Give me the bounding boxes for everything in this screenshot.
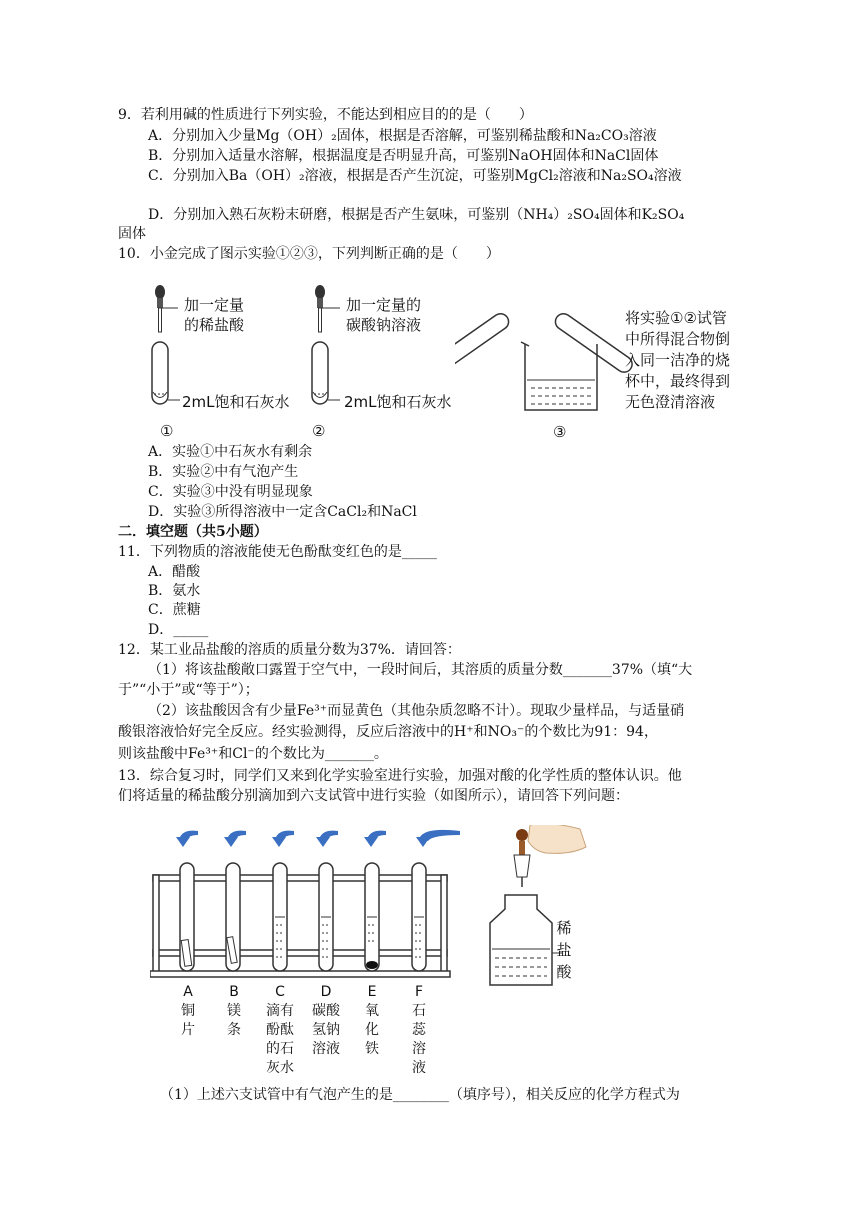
q12-part2-cont: 酸银溶液恰好完全反应。经实验测得，反应后溶液中的H⁺和NO₃⁻的个数比为91：94， [118, 724, 658, 740]
section-heading: 二．填空题（共5小题） [118, 524, 268, 540]
q11-option-a: A．醋酸 [148, 564, 201, 580]
fig1-number: ① [160, 422, 174, 440]
fig3-label-line3: 入同一洁净的烧 [625, 351, 731, 369]
q13-stem-line2: 们将适量的稀盐酸分别滴加到六支试管中进行实验（如图所示），请回答下列问题： [118, 788, 629, 804]
tube-c-label: C 滴有 酚酞 的石 灰水 [266, 984, 294, 1076]
q12-part1: （1）将该盐酸敞口露置于空气中，一段时间后，其溶质的质量分数_______37%（填“大 [148, 662, 693, 678]
q13-part1: （1）上述六支试管中有气泡产生的是________（填序号），相关反应的化学方程式为 [160, 1087, 680, 1103]
q9-option-b: B．分别加入适量水溶解，根据温度是否明显升高，可鉴别NaOH固体和NaCl固体 [148, 148, 659, 164]
q10-figure-3 [455, 262, 785, 442]
beaker-tubes-illustration [455, 262, 785, 442]
fig2-label-line2: 碳酸钠溶液 [346, 316, 422, 334]
tube-b-label: B 镁 条 [227, 984, 241, 1038]
q9-option-d: D．分别加入熟石灰粉末研磨，根据是否产生氨味，可鉴别（NH₄）₂SO₄固体和K₂SO₄ [148, 207, 685, 223]
q9-stem: 9．若利用碱的性质进行下列实验，不能达到相应目的的是（ ） [118, 107, 533, 123]
tube-a-label: A 铜 片 [181, 984, 195, 1038]
fig2-bottom-label: 2mL饱和石灰水 [344, 393, 452, 411]
q10-option-b: B．实验②中有气泡产生 [148, 464, 299, 480]
q13-stem-line1: 13．综合复习时，同学们又来到化学实验室进行实验，加强对酸的化学性质的整体认识。他 [118, 768, 682, 784]
fig3-label-line4: 杯中，最终得到 [625, 372, 731, 390]
q10-option-d: D．实验③所得溶液中一定含CaCl₂和NaCl [148, 504, 417, 520]
q10-option-c: C．实验③中没有明显现象 [148, 484, 313, 500]
tube-e-label: E 氧 化 铁 [365, 984, 379, 1057]
q11-stem: 11．下列物质的溶液能使无色酚酞变红色的是_____ [118, 544, 437, 560]
tube-labels [150, 983, 450, 1083]
q12-part2-cont2: 则该盐酸中Fe³⁺和Cl⁻的个数比为_______。 [118, 746, 388, 762]
fig3-label-line1: 将实验①②试管 [625, 309, 727, 327]
tube-d-label: D 碳酸 氢钠 溶液 [312, 984, 340, 1057]
q12-part1-cont: 于”“小于”或“等于”）； [118, 682, 259, 698]
q13-figure [150, 825, 590, 1085]
q11-option-b: B．氨水 [148, 583, 201, 599]
fig3-label-line2: 中所得混合物倒 [625, 330, 731, 348]
q10-stem: 10．小金完成了图示实验①②③，下列判断正确的是（ ） [118, 246, 500, 262]
q9-option-a: A．分别加入少量Mg（OH）₂固体，根据是否溶解，可鉴别稀盐酸和Na₂CO₃溶液 [148, 128, 657, 144]
bottle-label: 稀 盐 酸 [556, 919, 572, 981]
tube-f-label: F 石 蕊 溶 液 [412, 984, 426, 1076]
fig2-number: ② [312, 422, 326, 440]
q9-option-d-cont: 固体 [118, 226, 146, 242]
q10-option-a: A．实验①中石灰水有剩余 [148, 444, 313, 460]
q12-part2: （2）该盐酸因含有少量Fe³⁺而显黄色（其他杂质忽略不计）。现取少量样品，与适量硝 [148, 703, 685, 719]
q10-figure-1 [140, 270, 300, 440]
q12-stem: 12．某工业品盐酸的溶质的质量分数为37%．请回答： [118, 642, 461, 658]
fig3-number: ③ [553, 423, 567, 441]
q11-option-c: C．蔗糖 [148, 602, 201, 618]
fig3-label-line5: 无色澄清溶液 [625, 393, 716, 411]
q10-figure-2 [300, 270, 470, 440]
q9-option-c: C．分别加入Ba（OH）₂溶液，根据是否产生沉淀，可鉴别MgCl₂溶液和Na₂SO₄溶液 [148, 168, 682, 184]
q11-option-d: D．_____ [148, 622, 209, 638]
fig1-label-line1: 加一定量 [184, 296, 245, 314]
fig1-bottom-label: 2mL饱和石灰水 [182, 393, 290, 411]
fig1-label-line2: 的稀盐酸 [184, 316, 245, 334]
fig2-label-line1: 加一定量的 [346, 296, 422, 314]
